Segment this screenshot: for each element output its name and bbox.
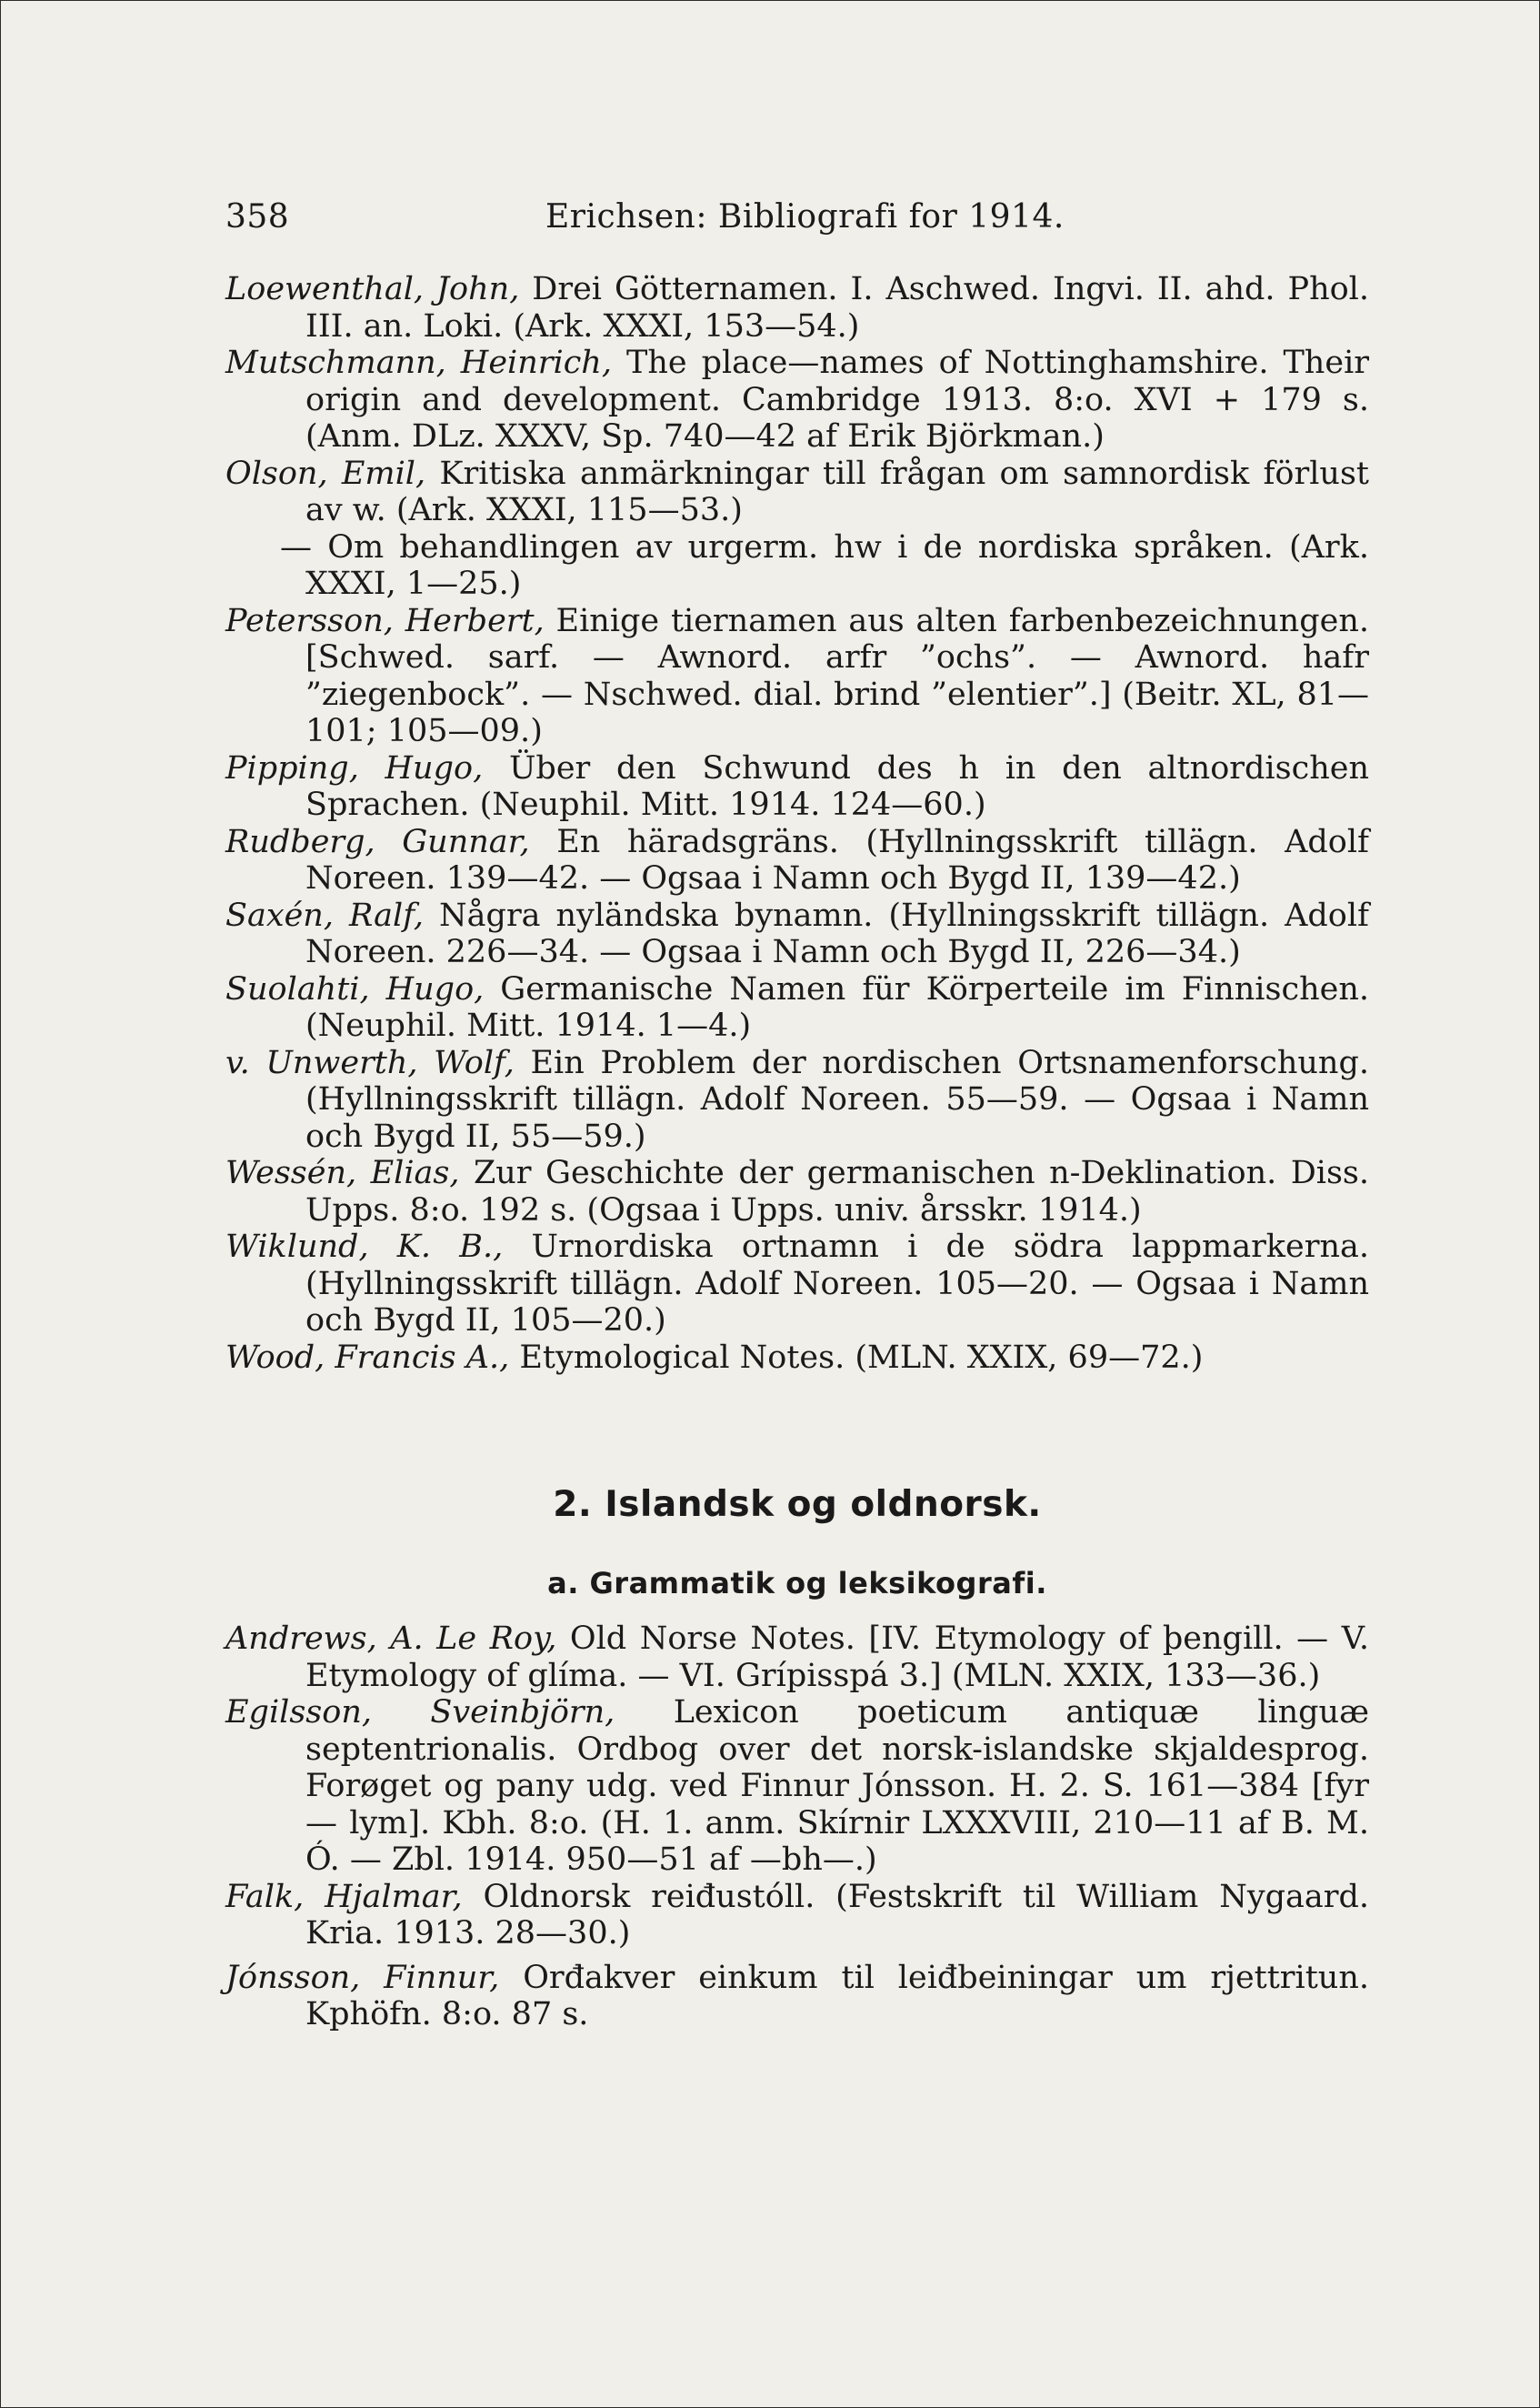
entry-author: Wiklund, K. B., [225, 1229, 504, 1265]
entry-author: Saxén, Ralf, [225, 897, 425, 934]
section-title: 2. Islandsk og oldnorsk. [553, 1484, 1042, 1525]
entry-text: Old Norse Notes. [IV. Etymology of þengill. — V. Etymology of glíma. — VI. Grípisspá 3.] (MLN. XXIX, 133—36.) [305, 1620, 1369, 1694]
bib-entry [225, 898, 1369, 971]
entry-text: Urnordiska ortnamn i de södra lappmarkerna. (Hyllningsskrift tillägn. Adolf Noreen. 105—20. — Ogsaa i Namn och Bygd II, 105—20.) [305, 1229, 1369, 1339]
entry-author: Olson, Emil, [225, 455, 426, 492]
entry-text: Germanische Namen für Körperteile im Finnischen. (Neuphil. Mitt. 1914. 1—4.) [305, 970, 1369, 1044]
entry-author: Rudberg, Gunnar, [225, 823, 530, 860]
subsection-title: a. Grammatik og leksikografi. [547, 1566, 1047, 1600]
entry-author: Loewenthal, John, [225, 271, 520, 307]
entry-author: Egilsson, Sveinbjörn, [225, 1694, 615, 1731]
bib-entry [225, 1879, 1369, 1952]
bib-entry [225, 1339, 1369, 1377]
entry-text: The place—names of Nottinghamshire. Their origin and development. Cambridge 1913. 8:o. XVI + 179 s. (Anm. DLz. XXXV, Sp. 740—42 af Erik Björkman.) [305, 345, 1369, 455]
bibliography-list [225, 271, 1369, 1376]
entry-text: Lexicon poeticum antiquæ linguæ septentrionalis. Ordbog over det norsk-islandske skjaldesprog. Forøget og pany udg. ved Finnur Jónsson. H. 2. S. 161—384 [fyr — lym]. Kbh. 8:o. (H. 1. anm. Skírnir LXXXVIII, 210—11 af B. M. Ó. — Zbl. 1914. 950—51 af —bh—.) [305, 1694, 1369, 1878]
bib-entry [225, 971, 1369, 1045]
bib-entry [225, 1694, 1369, 1879]
entry-author: Pipping, Hugo, [225, 749, 484, 787]
entry-author: Andrews, A. Le Roy, [225, 1620, 557, 1657]
entry-author: Wessén, Elias, [225, 1155, 460, 1191]
bib-entry [225, 1229, 1369, 1339]
bib-entry [225, 271, 1369, 345]
entry-author: Suolahti, Hugo, [225, 970, 485, 1008]
entry-text: Orđakver einkum til leiđbeiningar um rjettritun. Kphöfn. 8:o. 87 s. [305, 1959, 1370, 2032]
entry-text: Kritiska anmärkningar till frågan om samnordisk förlust av w. (Ark. XXXI, 115—53.) [305, 455, 1369, 528]
bibliography-list-section-2 [225, 1620, 1369, 2033]
entry-text: Ein Problem der nordischen Ortsnamenforschung. (Hyllningsskrift tillägn. Adolf Noreen. 55—59. — Ogsaa i Namn och Bygd II, 55—59.) [305, 1044, 1369, 1155]
running-title: Erichsen: Bibliografi for 1914. [545, 198, 1065, 236]
entry-author: Wood, Francis A., [225, 1339, 510, 1376]
bib-entry [225, 1960, 1369, 2033]
bib-entry [225, 750, 1369, 824]
entry-author: Petersson, Herbert, [225, 602, 545, 639]
bib-entry [225, 456, 1369, 529]
entry-text: Några nyländska bynamn. (Hyllningsskrift tillägn. Adolf Noreen. 226—34. — Ogsaa i Namn och Bygd II, 226—34.) [305, 897, 1369, 970]
entry-text: Oldnorsk reiđustóll. (Festskrift til William Nygaard. Kria. 1913. 28—30.) [305, 1878, 1370, 1951]
entry-text: Einige tiernamen aus alten farbenbezeichnungen. [Schwed. sarf. — Awnord. arfr ”ochs”. — Awnord. hafr ”ziegenbock”. — Nschwed. dial. brind ”elentier”.] (Beitr. XL, 81—101; 105—09.) [305, 602, 1369, 749]
entry-text: Drei Götternamen. I. Aschwed. Ingvi. II. ahd. Phol. III. an. Loki. (Ark. XXXI, 153—54.) [305, 271, 1369, 345]
entry-text: Etymological Notes. (MLN. XXIX, 69—72.) [509, 1339, 1204, 1376]
bib-entry-continuation [225, 529, 1369, 603]
page-number: 358 [225, 198, 290, 236]
entry-author: Falk, Hjalmar, [225, 1878, 463, 1915]
entry-author: Mutschmann, Heinrich, [225, 345, 612, 381]
entry-author: v. Unwerth, Wolf, [225, 1044, 515, 1081]
bib-entry [225, 1155, 1369, 1229]
entry-text: Über den Schwund des h in den altnordischen Sprachen. (Neuphil. Mitt. 1914. 124—60.) [305, 749, 1369, 823]
bib-entry [225, 824, 1369, 898]
entry-text: En häradsgräns. (Hyllningsskrift tillägn. Adolf Noreen. 139—42. — Ogsaa i Namn och Bygd II, 139—42.) [305, 823, 1369, 897]
entry-text: — Om behandlingen av urgerm. hw i de nordiska språken. (Ark. XXXI, 1—25.) [280, 528, 1369, 602]
bib-entry [225, 345, 1369, 456]
bib-entry [225, 603, 1369, 750]
bib-entry [225, 1045, 1369, 1156]
entry-author: Jónsson, Finnur, [225, 1959, 500, 1996]
bib-entry [225, 1620, 1369, 1694]
entry-text: Zur Geschichte der germanischen n-Deklination. Diss. Upps. 8:o. 192 s. (Ogsaa i Upps. univ. årsskr. 1914.) [305, 1155, 1369, 1229]
